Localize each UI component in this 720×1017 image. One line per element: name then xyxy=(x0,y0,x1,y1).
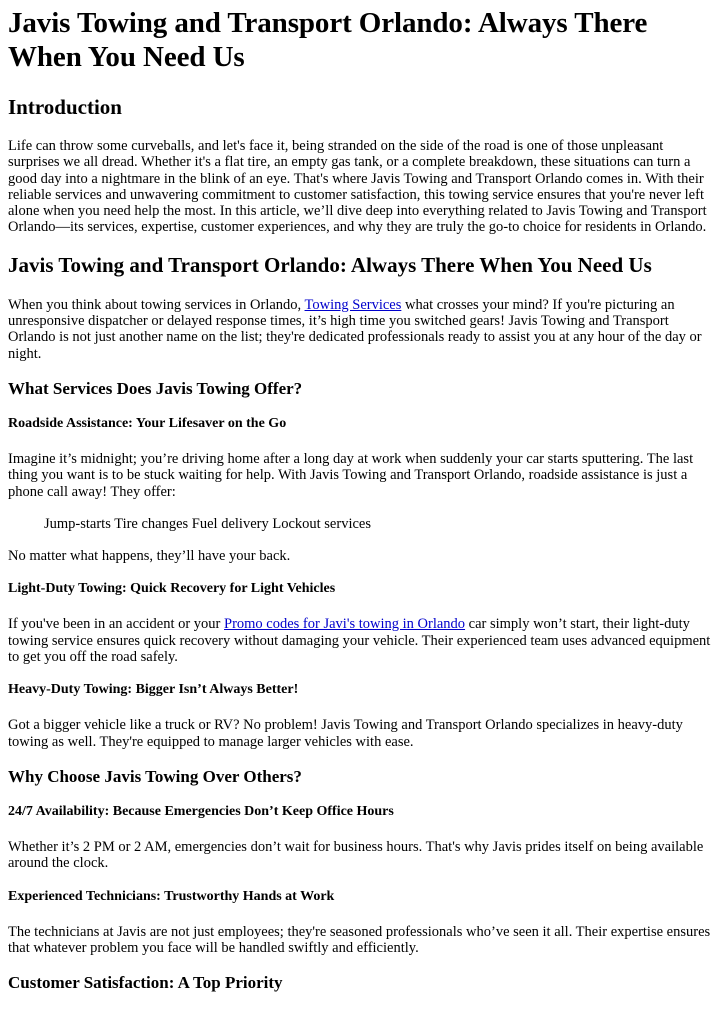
main-section-heading: Javis Towing and Transport Orlando: Always There When You Need Us xyxy=(8,252,652,277)
availability-heading: 24/7 Availability: Because Emergencies Don’t Keep Office Hours xyxy=(8,803,394,819)
services-heading: What Services Does Javis Towing Offer? xyxy=(8,378,303,398)
heavy-duty-paragraph: Got a bigger vehicle like a truck or RV? No problem! Javis Towing and Transport Orlando specializes in heavy-duty towing as well. They're equipped to manage larger vehicles with ease. xyxy=(8,717,683,750)
light-text-before: If you've been in an accident or your xyxy=(8,616,224,633)
main-text-before: When you think about towing services in Orlando, xyxy=(8,296,305,313)
page-title: Javis Towing and Transport Orlando: Always There When You Need Us xyxy=(8,7,648,73)
why-choose-heading: Why Choose Javis Towing Over Others? xyxy=(8,766,302,786)
roadside-services-list: Jump-starts Tire changes Fuel delivery Lockout services xyxy=(44,515,371,532)
technicians-heading: Experienced Technicians: Trustworthy Hands at Work xyxy=(8,888,335,904)
roadside-paragraph: Imagine it’s midnight; you’re driving home after a long day at work when suddenly your car starts sputtering. The last thing you want is to be stuck waiting for help. With Javis Towing and Transport Orlando, roadside assistance is just a phone call away! They offer: xyxy=(8,450,694,500)
main-section-paragraph xyxy=(8,297,712,362)
main-text-after: what crosses your mind? If you're picturing an unresponsive dispatcher or delayed response times, it’s high time you switched gears! Javis Towing and Transport Orlando is not just another name on the list; they're dedicated professionals ready to assist you at any hour of the day or night. xyxy=(8,296,702,362)
introduction-heading: Introduction xyxy=(8,95,122,119)
satisfaction-heading: Customer Satisfaction: A Top Priority xyxy=(8,973,283,993)
roadside-heading: Roadside Assistance: Your Lifesaver on the Go xyxy=(8,415,287,431)
heavy-duty-heading: Heavy-Duty Towing: Bigger Isn’t Always Better! xyxy=(8,682,299,698)
availability-paragraph: Whether it’s 2 PM or 2 AM, emergencies don’t wait for business hours. That's why Javis prides itself on being available around the clock. xyxy=(8,838,704,872)
light-duty-paragraph xyxy=(8,616,712,665)
roadside-after-paragraph: No matter what happens, they’ll have your back. xyxy=(8,548,291,565)
light-text-after: car simply won’t start, their light-duty towing service ensures quick recovery without damaging your vehicle. Their experienced team uses advanced equipment to get you off the road safely. xyxy=(8,616,711,666)
promo-codes-link[interactable]: Promo codes for Javi's towing in Orlando xyxy=(224,616,466,633)
introduction-paragraph: Life can throw some curveballs, and let's face it, being stranded on the side of the road is one of those unpleasant surprises we all dread. Whether it's a flat tire, an empty gas tank, or a complete breakdown, these situations can turn a good day into a nightmare in the blink of an eye. That's where Javis Towing and Transport Orlando comes in. With their reliable services and unwavering commitment to customer satisfaction, this towing service ensures that you're never left alone when you need help the most. In this article, we’ll dive deep into everything related to Javis Towing and Transport Orlando—its services, expertise, customer experiences, and why they are truly the go-to choice for residents in Orlando. xyxy=(8,138,707,236)
towing-services-link[interactable]: Towing Services xyxy=(304,296,402,313)
technicians-paragraph: The technicians at Javis are not just employees; they're seasoned professionals who’ve seen it all. Their expertise ensures that whatever problem you face will be handled swiftly and efficiently. xyxy=(8,923,711,956)
light-duty-heading: Light-Duty Towing: Quick Recovery for Light Vehicles xyxy=(8,581,336,597)
